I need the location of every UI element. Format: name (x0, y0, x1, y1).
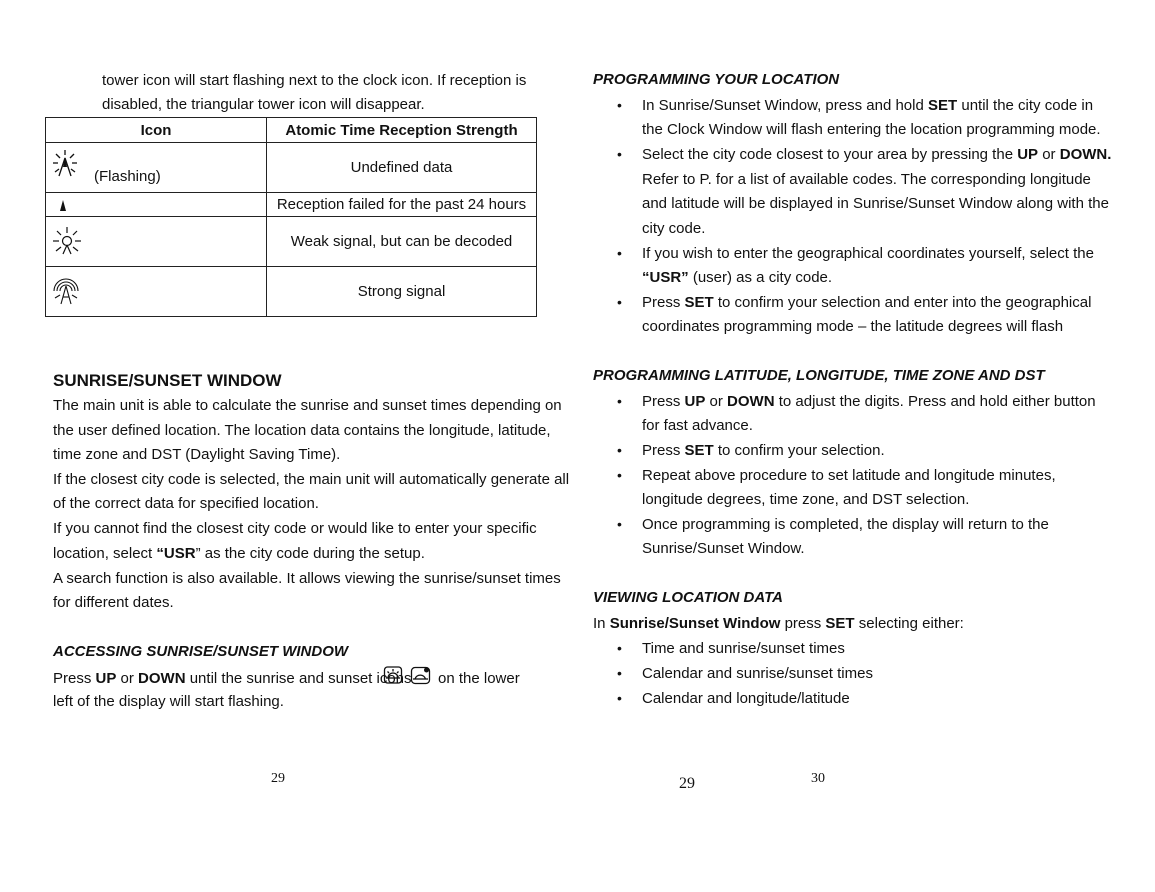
loc-b1-line-1 (642, 96, 1093, 116)
search-line-1: A search function is also available. It allows viewing the sunrise/sunset times (53, 570, 561, 587)
loc-b2-t1: Select the city code closest to your area by pressing the (642, 146, 1018, 163)
accessing-tail: on the lower (438, 670, 520, 687)
viewing-intro (593, 614, 964, 634)
sunset-icon (410, 665, 432, 686)
loc-b4-line-2: coordinates programming mode – the latitude degrees will flash (642, 318, 1064, 335)
table-cell-icon (46, 217, 267, 267)
lat-b2-t2: to confirm your selection. (713, 442, 885, 459)
table-row (46, 267, 537, 317)
lat-b1-t2: or (705, 393, 728, 410)
loc-b2-line-4: city code. (642, 220, 706, 237)
loc-b4-line-1 (642, 293, 1091, 313)
accessing-down: DOWN (138, 670, 186, 687)
loc-b2-line-3: and latitude will be displayed in Sunrise/Sunset Window along with the (642, 195, 1109, 212)
table-header-row (46, 118, 537, 143)
bullet: • (617, 665, 622, 681)
programming-lat-title: PROGRAMMING LATITUDE, LONGITUDE, TIME ZONE AND DST (593, 367, 1045, 384)
lat-b1-down: DOWN (727, 393, 775, 410)
accessing-t2: or (116, 670, 139, 687)
weak-signal-icon (52, 226, 82, 256)
programming-location-title: PROGRAMMING YOUR LOCATION (593, 71, 840, 88)
bullet: • (617, 294, 622, 310)
loc-b3-usr: “USR” (642, 269, 689, 286)
intro-line-1: tower icon will start flashing next to the clock icon. If reception is (102, 72, 527, 89)
viewing-t2: press (780, 615, 826, 632)
table-cell-desc: Weak signal, but can be decoded (267, 217, 537, 267)
viewing-item: Calendar and sunrise/sunset times (642, 665, 873, 682)
lat-b4-line-2: Sunrise/Sunset Window. (642, 540, 805, 557)
table-row (46, 143, 537, 193)
viewing-t1: In (593, 615, 610, 632)
lat-b2-t1: Press (642, 442, 685, 459)
viewing-t3: selecting either: (854, 615, 964, 632)
loc-b1-t1: In Sunrise/Sunset Window, press and hold (642, 97, 928, 114)
loc-b1-set: SET (928, 97, 958, 114)
strong-signal-icon (52, 278, 80, 306)
table-header-strength: Atomic Time Reception Strength (267, 118, 537, 143)
body-line: of the correct data for specified location. (53, 495, 319, 512)
bullet: • (617, 640, 622, 656)
lat-b3-line-1: Repeat above procedure to set latitude and longitude minutes, (642, 467, 1056, 484)
table-cell-desc: Undefined data (267, 143, 537, 193)
table-row (46, 193, 537, 217)
viewing-item: Calendar and longitude/latitude (642, 690, 850, 707)
loc-b3-t: (user) as a city code. (688, 269, 833, 286)
bullet: • (617, 146, 622, 162)
section-title-sunrise: SUNRISE/SUNSET WINDOW (53, 371, 282, 390)
bullet: • (617, 442, 622, 458)
usr-line (53, 544, 425, 564)
lat-b1-t3: to adjust the digits. Press and hold either button (774, 393, 1096, 410)
intro-line-2: disabled, the triangular tower icon will disappear. (102, 96, 425, 113)
loc-b4-set: SET (684, 294, 714, 311)
viewing-title: VIEWING LOCATION DATA (593, 589, 783, 606)
table-cell-icon (46, 193, 267, 217)
page-number-left: 29 (271, 771, 285, 786)
usr-pre: location, select (53, 545, 157, 562)
loc-b2-line-1 (642, 145, 1111, 165)
sunrise-icon (383, 665, 403, 685)
body-line: The main unit is able to calculate the sunrise and sunset times depending on (53, 397, 562, 414)
body-line: If the closest city code is selected, the main unit will automatically generate all (53, 471, 570, 488)
loc-b2-t2: or (1038, 146, 1060, 163)
bullet: • (617, 245, 622, 261)
bullet: • (617, 393, 622, 409)
accessing-line-2: left of the display will start flashing. (53, 693, 284, 710)
loc-b2-down: DOWN. (1059, 146, 1112, 163)
accessing-t3: until the sunrise and sunset icons (185, 670, 412, 687)
table-cell-icon (46, 267, 267, 317)
page-number-center: 29 (679, 775, 695, 792)
bullet: • (617, 97, 622, 113)
bullet: • (617, 516, 622, 532)
lat-b4-line-1: Once programming is completed, the display will return to the (642, 516, 1049, 533)
accessing-t1: Press (53, 670, 96, 687)
lat-b2-set: SET (684, 442, 714, 459)
accessing-up: UP (95, 670, 117, 687)
table-header-icon: Icon (46, 118, 267, 143)
table-cell-desc: Strong signal (267, 267, 537, 317)
lat-b1-t1: Press (642, 393, 685, 410)
lat-b2-line-1 (642, 441, 885, 461)
flashing-note: (Flashing) (94, 168, 161, 185)
body-line: time zone and DST (Daylight Saving Time). (53, 446, 341, 463)
loc-b3-line-2 (642, 268, 832, 288)
table-cell-desc: Reception failed for the past 24 hours (267, 193, 537, 217)
reception-strength-table (45, 117, 537, 317)
loc-b4-t1: Press (642, 294, 685, 311)
loc-b1-line-2: the Clock Window will flash entering the location programming mode. (642, 121, 1101, 138)
search-line-2: for different dates. (53, 594, 174, 611)
table-row (46, 217, 537, 267)
loc-b1-t2: until the city code in (957, 97, 1094, 114)
viewing-item: Time and sunrise/sunset times (642, 640, 845, 657)
viewing-window: Sunrise/Sunset Window (609, 615, 781, 632)
usr-post: ” as the city code during the setup. (195, 545, 425, 562)
loc-b3-line-1: If you wish to enter the geographical coordinates yourself, select the (642, 245, 1094, 262)
loc-b4-t2: to confirm your selection and enter into the geographical (713, 294, 1092, 311)
viewing-set: SET (825, 615, 855, 632)
body-line: If you cannot find the closest city code or would like to enter your specific (53, 520, 537, 537)
lat-b1-up: UP (684, 393, 706, 410)
flashing-tower-icon (52, 149, 78, 179)
lat-b1-line-2: for fast advance. (642, 417, 753, 434)
lat-b3-line-2: longitude degrees, time zone, and DST selection. (642, 491, 970, 508)
loc-b2-line-2: Refer to P. for a list of available codes. The corresponding longitude (642, 171, 1091, 188)
usr-bold: “USR (156, 545, 196, 562)
triangle-tower-icon (59, 200, 67, 211)
accessing-line-1 (53, 669, 412, 689)
bullet: • (617, 467, 622, 483)
bullet: • (617, 690, 622, 706)
body-line: the user defined location. The location data contains the longitude, latitude, (53, 422, 551, 439)
loc-b2-up: UP (1017, 146, 1039, 163)
table-cell-icon (46, 143, 267, 193)
page-number-right: 30 (811, 771, 825, 786)
lat-b1-line-1 (642, 392, 1096, 412)
accessing-title: ACCESSING SUNRISE/SUNSET WINDOW (53, 643, 349, 660)
